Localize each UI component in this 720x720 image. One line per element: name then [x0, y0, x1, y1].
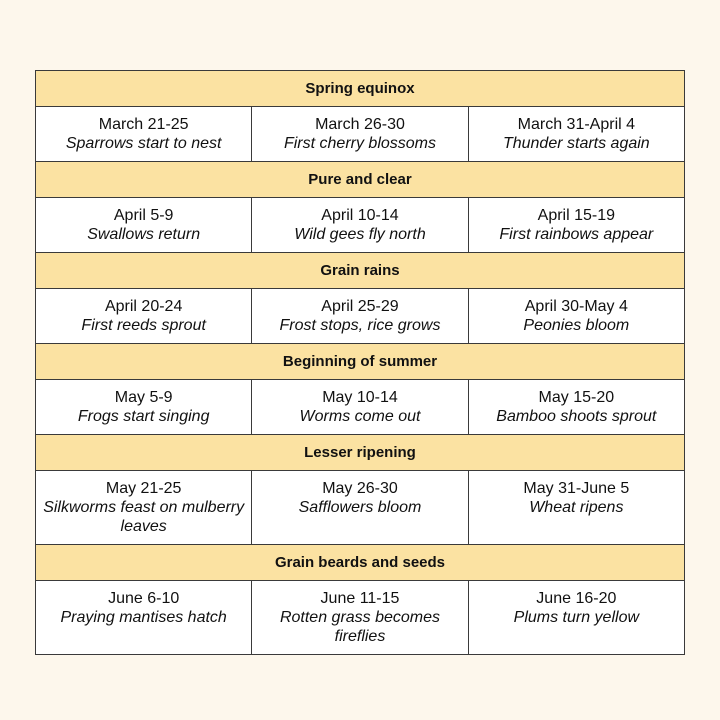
entry-date: April 30-May 4 [524, 298, 628, 315]
entry-cell [252, 107, 468, 162]
entry-description: Frogs start singing [77, 408, 210, 425]
entry-description: First rainbows appear [499, 226, 654, 243]
entry-date: March 26-30 [315, 116, 405, 133]
entry-date: May 26-30 [322, 480, 398, 497]
entry-date: June 16-20 [536, 590, 617, 607]
entry-cell [468, 581, 684, 655]
section-header-row [36, 162, 685, 198]
entry-description: Peonies bloom [523, 317, 630, 334]
entry-description: First reeds sprout [81, 317, 206, 334]
entry-description: Frost stops, rice grows [279, 317, 441, 334]
entry-description: Silkworms feast on mulberry leaves [43, 499, 245, 535]
entry-date: May 15-20 [538, 389, 615, 406]
entry-date: May 31-June 5 [523, 480, 630, 497]
entry-row [36, 471, 685, 545]
entry-cell [252, 471, 468, 545]
section-title: Pure and clear [36, 162, 685, 198]
entry-date: April 20-24 [104, 298, 183, 315]
entry-cell [468, 380, 684, 435]
entry-description: Plums turn yellow [513, 609, 640, 626]
entry-date: March 21-25 [98, 116, 189, 133]
entry-date: April 15-19 [537, 207, 616, 224]
entry-row [36, 198, 685, 253]
section-title: Beginning of summer [36, 344, 685, 380]
entry-date: May 10-14 [322, 389, 398, 406]
section-title: Grain rains [36, 253, 685, 289]
entry-cell [468, 289, 684, 344]
section-header-row [36, 253, 685, 289]
seasonal-calendar-table [35, 70, 685, 655]
entry-description: Worms come out [299, 408, 421, 425]
section-title: Spring equinox [36, 71, 685, 107]
section-title: Lesser ripening [36, 435, 685, 471]
entry-description: Wheat ripens [529, 499, 624, 516]
entry-cell [36, 581, 252, 655]
entry-cell [252, 198, 468, 253]
entry-row [36, 380, 685, 435]
entry-description: Swallows return [87, 226, 201, 243]
entry-cell [252, 289, 468, 344]
section-header-row [36, 71, 685, 107]
entry-date: April 10-14 [321, 207, 399, 224]
entry-cell [252, 581, 468, 655]
entry-cell [468, 198, 684, 253]
section-header-row [36, 344, 685, 380]
entry-cell [36, 198, 252, 253]
entry-cell [468, 107, 684, 162]
entry-cell [36, 107, 252, 162]
entry-date: June 6-10 [108, 590, 180, 607]
entry-cell [36, 289, 252, 344]
entry-date: April 25-29 [321, 298, 399, 315]
entry-row [36, 107, 685, 162]
entry-row [36, 289, 685, 344]
entry-description: Wild gees fly north [294, 226, 426, 243]
section-title: Grain beards and seeds [36, 545, 685, 581]
section-header-row [36, 545, 685, 581]
entry-cell [252, 380, 468, 435]
entry-date: May 5-9 [114, 389, 173, 406]
entry-date: June 11-15 [320, 590, 400, 607]
entry-description: Thunder starts again [502, 135, 650, 152]
entry-cell [36, 471, 252, 545]
entry-date: May 21-25 [105, 480, 182, 497]
entry-description: Rotten grass becomes fireflies [279, 609, 441, 645]
entry-row [36, 581, 685, 655]
entry-cell [36, 380, 252, 435]
entry-description: Safflowers bloom [298, 499, 422, 516]
entry-description: Bamboo shoots sprout [496, 408, 657, 425]
entry-description: Praying mantises hatch [60, 609, 227, 626]
entry-description: Sparrows start to nest [65, 135, 222, 152]
section-header-row [36, 435, 685, 471]
entry-cell [468, 471, 684, 545]
entry-date: March 31-April 4 [517, 116, 636, 133]
entry-description: First cherry blossoms [283, 135, 436, 152]
entry-date: April 5-9 [113, 207, 174, 224]
